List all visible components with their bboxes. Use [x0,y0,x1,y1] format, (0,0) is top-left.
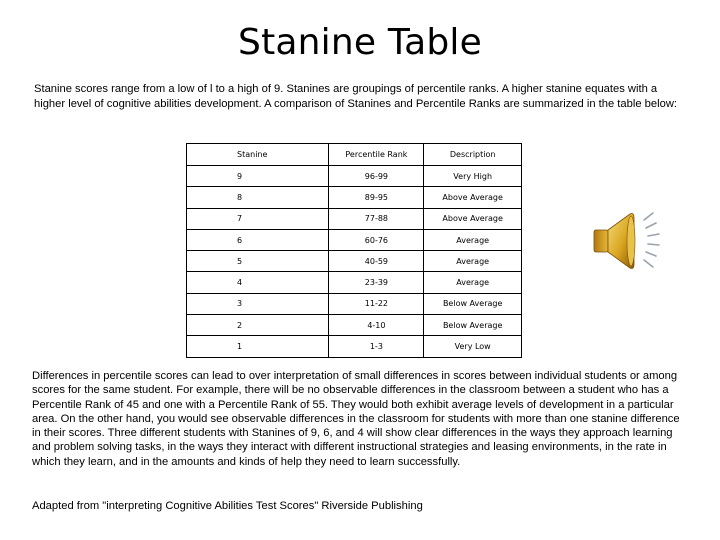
source-citation: Adapted from "interpreting Cognitive Abilities Test Scores" Riverside Publishing [32,500,423,512]
table-row [187,293,522,314]
header-percentile-rank: Percentile Rank [329,144,424,166]
cell-description: Very High [424,166,522,187]
cell-percentile: 40-59 [329,251,424,272]
cell-description: Average [424,251,522,272]
cell-stanine: 6 [187,229,329,250]
cell-description: Average [424,272,522,293]
cell-description: Below Average [424,293,522,314]
cell-stanine: 2 [187,315,329,336]
cell-percentile: 4-10 [329,315,424,336]
header-stanine: Stanine [187,144,329,166]
header-description: Description [424,144,522,166]
cell-description: Average [424,229,522,250]
table-row [187,166,522,187]
cell-stanine: 7 [187,208,329,229]
cell-stanine: 8 [187,187,329,208]
cell-stanine: 4 [187,272,329,293]
stanine-table [186,143,522,358]
cell-stanine: 9 [187,166,329,187]
table-row [187,229,522,250]
cell-stanine: 1 [187,336,329,357]
cell-description: Below Average [424,315,522,336]
cell-percentile: 60-76 [329,229,424,250]
cell-percentile: 11-22 [329,293,424,314]
explanation-paragraph: Differences in percentile scores can lead to over interpretation of small differences in scores between individual students or among scores for the same student. For example, there will be no observable differences in the classroom between a student who has a Percentile Rank of 45 and one with a Percentile Rank of 55. They would both exhibit average levels of development in a particular area. On the other hand, you would see observable differences in the classroom for students with more than one stanine difference in their scores. Three different students with Stanines of 9, 6, and 4 will show clear differences in the ways they approach learning and problem solving tasks, in the ways they interact with different instructional strategies and leasing environments, in the rate in which they learn, and in the amounts and kinds of help they need to learn successfully. [32,370,680,468]
cell-percentile: 1-3 [329,336,424,357]
cell-description: Above Average [424,208,522,229]
intro-text: Stanine scores range from a low of l to a high of 9. Stanines are groupings of percentile ranks. A higher stanine equates with a higher level of cognitive abilities development. A comparison of Stanines and Percentile Ranks are summarized in the table below: [34,83,678,110]
cell-percentile: 96-99 [329,166,424,187]
table-row [187,187,522,208]
cell-description: Above Average [424,187,522,208]
cell-percentile: 89-95 [329,187,424,208]
cell-percentile: 23-39 [329,272,424,293]
table-header-row [187,144,522,166]
table-row [187,251,522,272]
cell-stanine: 5 [187,251,329,272]
cell-stanine: 3 [187,293,329,314]
table-row [187,272,522,293]
speaker-sound-icon[interactable] [590,208,670,274]
cell-description: Very Low [424,336,522,357]
page-title: Stanine Table [238,22,482,63]
cell-percentile: 77-88 [329,208,424,229]
table-row [187,208,522,229]
table-row [187,336,522,357]
table-row [187,315,522,336]
